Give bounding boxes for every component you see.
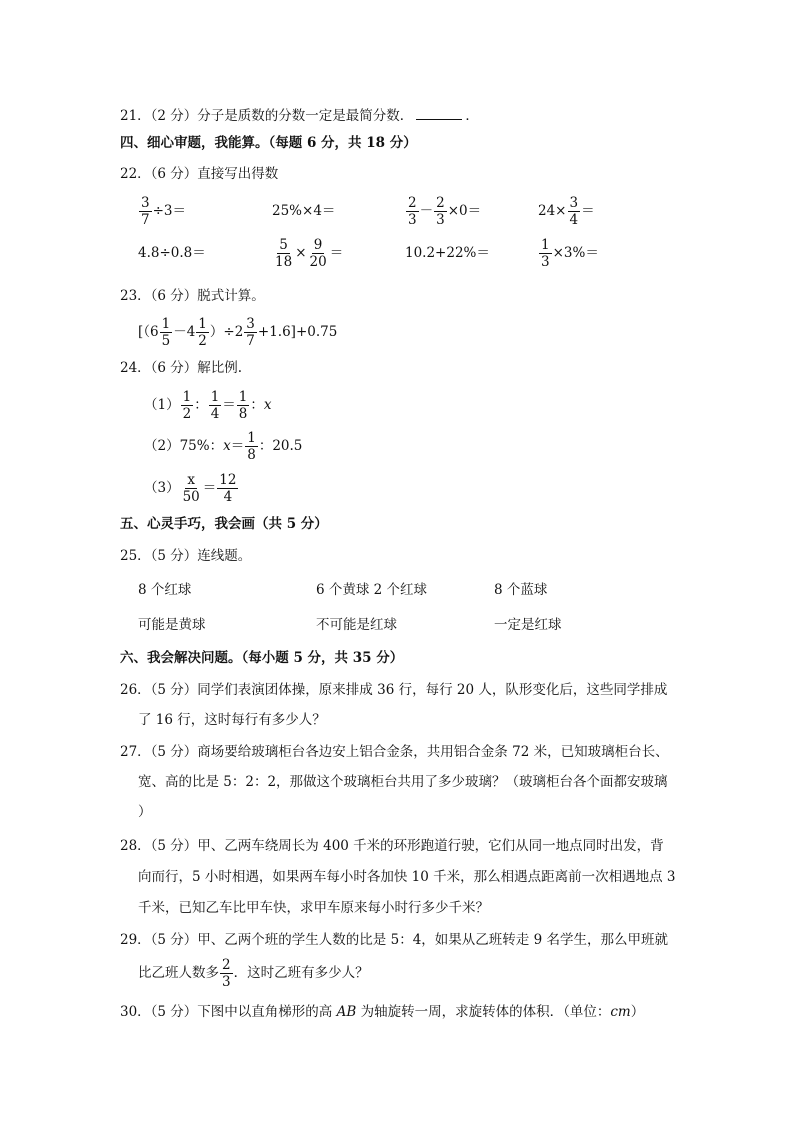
q22-item-4: 24× $\frac{3}{4}$ ＝	[538, 195, 595, 229]
fraction: $\frac{1}{5}$	[161, 316, 171, 350]
fraction: $\frac{1}{2}$	[182, 389, 192, 423]
fraction: $\frac{1}{2}$	[198, 316, 207, 350]
q22-item-8: $\frac{1}{3}$ ×3%＝	[541, 237, 599, 271]
fraction: $\frac{2}{3}$	[436, 195, 445, 229]
fraction: $\frac{1}{3}$	[541, 237, 550, 271]
fraction: $\frac{1}{4}$	[210, 389, 220, 423]
q22-item-3: $\frac{2}{3}$ － $\frac{2}{3}$ ×0＝	[408, 195, 482, 229]
fraction: $\frac{3}{7}$	[141, 195, 150, 229]
question-29-line-2: 比乙班人数多 $\frac{2}{3}$ ．这时乙班有多少人？	[138, 957, 369, 991]
question-21-text: 21．（2 分）分子是质数的分数一定是最简分数．	[120, 108, 414, 124]
q22-item-1: $\frac{3}{7}$ ÷3＝	[141, 195, 186, 229]
question-21: 21．（2 分）分子是质数的分数一定是最简分数． ．	[120, 108, 479, 124]
match-top-1[interactable]: 8 个红球	[138, 582, 192, 598]
fraction: $\frac{3}{7}$	[246, 316, 255, 350]
question-27-line-1: 27．（5 分）商场要给玻璃柜台各边安上铝合金条，共用铝合金条 72 米，已知玻璃柜台长、	[120, 744, 669, 760]
fraction: $\frac{12}{4}$	[219, 472, 237, 506]
fraction: $\frac{9}{20}$	[309, 237, 327, 271]
question-26-line-1: 26．（5 分）同学们表演团体操，原来排成 36 行，每行 20 人，队形变化后，这些同学排成	[120, 682, 668, 698]
section-6-heading: 六、我会解决问题。（每小题 5 分，共 35 分）	[120, 650, 404, 666]
match-bottom-1[interactable]: 可能是黄球	[138, 617, 206, 633]
question-28-line-1: 28．（5 分）甲、乙两车绕周长为 400 千米的环形跑道行驶，它们从同一地点同时出发，背	[120, 838, 664, 854]
question-30: 30．（5 分）下图中以直角梯形的高 AB 为轴旋转一周，求旋转体的体积．（单位：cm）	[120, 1004, 645, 1020]
answer-blank[interactable]	[416, 107, 462, 120]
question-27-line-3: ）	[138, 804, 152, 820]
question-28-line-2: 向而行，5 小时相遇，如果两车每小时各加快 10 千米，那么相遇点距离前一次相遇地点 3	[138, 869, 676, 885]
section-4-heading: 四、细心审题，我能算。（每题 6 分，共 18 分）	[120, 135, 417, 151]
match-bottom-3[interactable]: 一定是红球	[494, 617, 562, 633]
section-5-heading: 五、心灵手巧，我会画（共 5 分）	[120, 516, 328, 532]
question-27-line-2: 宽、高的比是 5：2：2，那做这个玻璃柜台共用了多少玻璃？（玻璃柜台各个面都安玻璃	[138, 774, 668, 790]
q22-item-7: 10.2+22%＝	[405, 245, 490, 261]
fraction: $\frac{1}{8}$	[247, 430, 256, 464]
q24-line-3: （3） $\frac{x}{50}$ ＝ $\frac{12}{4}$	[144, 472, 237, 506]
q24-line-2: （2）75%：x＝ $\frac{1}{8}$ ：20.5	[144, 430, 303, 464]
match-top-3[interactable]: 8 个蓝球	[494, 582, 548, 598]
question-29-line-1: 29．（5 分）甲、乙两个班的学生人数的比是 5：4，如果从乙班转走 9 名学生，那么甲班就	[120, 932, 668, 948]
q22-item-6: $\frac{5}{18}$ × $\frac{9}{20}$ ＝	[275, 237, 344, 271]
fraction: $\frac{x}{50}$	[182, 472, 200, 506]
q22-item-5: 4.8÷0.8＝	[138, 245, 206, 261]
fraction: $\frac{2}{3}$	[408, 195, 417, 229]
question-25-head: 25．（5 分）连线题。	[120, 548, 252, 564]
match-bottom-2[interactable]: 不可能是红球	[316, 617, 397, 633]
fraction: $\frac{3}{4}$	[569, 195, 579, 229]
question-23-head: 23．（6 分）脱式计算。	[120, 288, 265, 304]
question-22-head: 22．（6 分）直接写出得数	[120, 166, 279, 182]
q22-item-2: 25%×4＝	[272, 203, 336, 219]
question-28-line-3: 千米，已知乙车比甲车快，求甲车原来每小时行多少千米？	[138, 900, 489, 916]
fraction: $\frac{1}{8}$	[238, 389, 248, 423]
q24-line-1: （1） $\frac{1}{2}$ ： $\frac{1}{4}$ ＝ $\frac{1}{8}$ ：x	[144, 389, 272, 423]
q23-expression: [（6 $\frac{1}{5}$ －4 $\frac{1}{2}$ ）÷2 $\frac{3}{7}$ +1.6]+0.75	[138, 316, 338, 350]
match-top-2[interactable]: 6 个黄球 2 个红球	[316, 582, 428, 598]
fraction: $\frac{5}{18}$	[275, 237, 293, 271]
question-24-head: 24．（6 分）解比例.	[120, 360, 243, 376]
fraction: $\frac{2}{3}$	[222, 957, 231, 991]
question-26-line-2: 了 16 行，这时每行有多少人？	[138, 712, 326, 728]
